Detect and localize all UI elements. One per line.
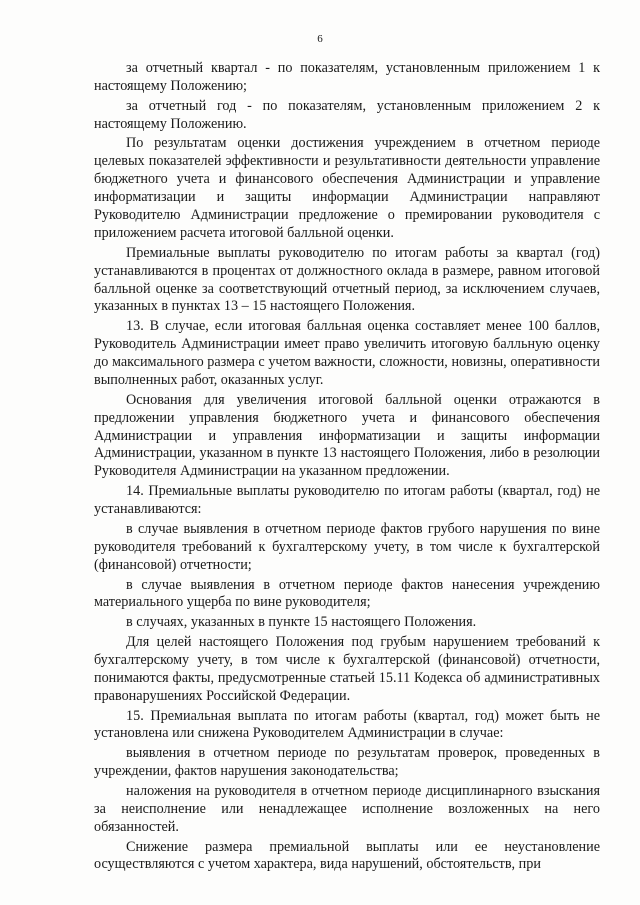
paragraph: 14. Премиальные выплаты руководителю по итогам работы (квартал, год) не устанавливаются: <box>94 483 600 518</box>
document-body <box>94 60 600 876</box>
paragraph: за отчетный квартал - по показателям, установленным приложением 1 к настоящему Положению; <box>94 60 600 94</box>
paragraph: в случае выявления в отчетном периоде фактов нанесения учреждению материального ущерба по вине руководителя; <box>94 576 600 611</box>
page-number: 6 <box>317 33 323 45</box>
paragraph: в случаях, указанных в пункте 15 настоящего Положения. <box>126 614 477 631</box>
paragraph: в случае выявления в отчетном периоде фактов грубого нарушения по вине руководителя требований к бухгалтерскому учету, в том числе к бухгалтерской (финансовой) отчетности; <box>94 520 600 573</box>
paragraph: за отчетный год - по показателям, установленным приложением 2 к настоящему Положению. <box>94 97 600 132</box>
paragraph: Основания для увеличения итоговой балльной оценки отражаются в предложении управления бюджетного учета и финансового обеспечения Администрации и управления информатизации и защиты информации Администрации, указанном в пункте 13 настоящего Положения, либо в резолюции Руководителя Администрации на указанном предложении. <box>94 391 600 480</box>
paragraph: Премиальные выплаты руководителю по итогам работы за квартал (год) устанавливаются в процентах от должностного оклада в размере, равном итоговой балльной оценке за соответствующий отчетный период, за исключением случаев, указанных в пунктах 13 – 15 настоящего Положения. <box>94 244 600 315</box>
paragraph: По результатам оценки достижения учреждением в отчетном периоде целевых показателей эффективности и результативности деятельности управление бюджетного учета и финансового обеспечения Администрации и управление информатизации и защиты информации Администрации направляют Руководителю Администрации предложение о премировании руководителя с приложением расчета итоговой балльной оценки. <box>94 135 600 241</box>
paragraph: Для целей настоящего Положения под грубым нарушением требований к бухгалтерскому учету, в том числе к бухгалтерской (финансовой) отчетности, понимаются факты, предусмотренные статьей 15.11 Кодекса об административных правонарушениях Российской Федерации. <box>94 634 600 704</box>
paragraph: Снижение размера премиальной выплаты или ее неустановление осуществляются с учетом характера, вида нарушений, обстоятельств, при <box>94 838 600 873</box>
paragraph: 15. Премиальная выплата по итогам работы (квартал, год) может быть не установлена или снижена Руководителем Администрации в случае: <box>94 707 600 742</box>
paragraph: выявления в отчетном периоде по результатам проверок, проведенных в учреждении, фактов нарушения законодательства; <box>94 745 600 780</box>
paragraph: наложения на руководителя в отчетном периоде дисциплинарного взыскания за неисполнение или ненадлежащее исполнение возложенных на него обязанностей. <box>94 782 600 835</box>
paragraph: 13. В случае, если итоговая балльная оценка составляет менее 100 баллов, Руководитель Администрации имеет право увеличить итоговую балльную оценку до максимального размера с учетом важности, сложности, новизны, оперативности выполненных работ, оказанных услуг. <box>94 318 600 388</box>
